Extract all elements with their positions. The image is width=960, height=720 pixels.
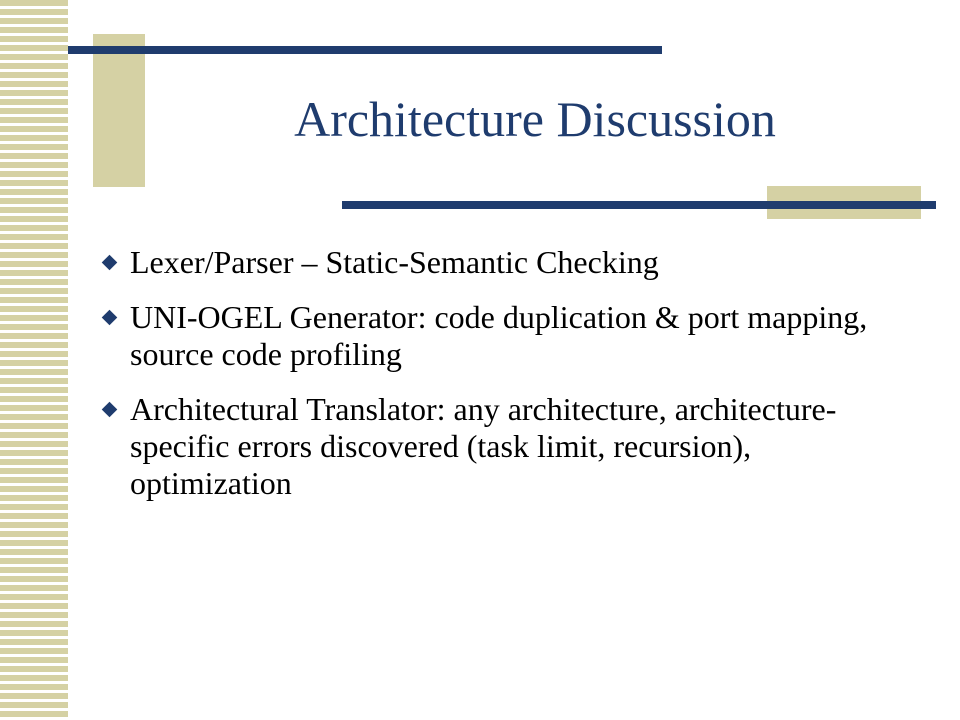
left-striped-margin [0,0,68,720]
decorative-navy-bar-bottom [342,201,936,209]
bullet-item [100,391,880,502]
diamond-bullet-icon [102,402,118,418]
diamond-bullet-icon [102,310,118,326]
decorative-navy-bar-top [68,46,662,54]
slide-title: Architecture Discussion [294,91,776,147]
decorative-olive-block-top [93,34,145,187]
bullet-text: UNI-OGEL Generator: code duplication & port mapping, source code profiling [130,299,868,372]
bullet-item [100,299,880,373]
bullet-text: Lexer/Parser – Static-Semantic Checking [130,244,659,280]
diamond-bullet-icon [102,255,118,271]
bullet-list [100,244,880,520]
bullet-item [100,244,880,281]
bullet-text: Architectural Translator: any architecture, architecture-specific errors discovered (task limit, recursion), optimization [130,391,837,501]
